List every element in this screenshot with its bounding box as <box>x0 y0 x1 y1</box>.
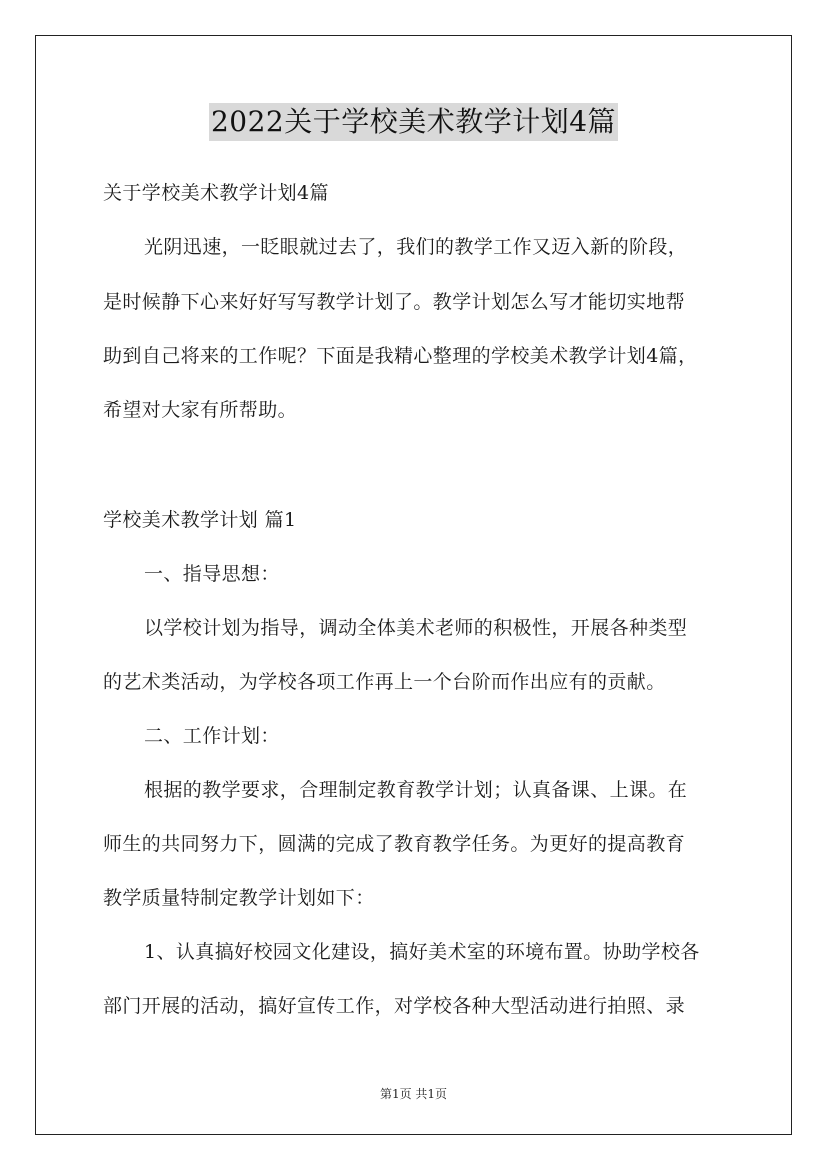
paragraph-line: 的艺术类活动，为学校各项工作再上一个台阶而作出应有的贡献。 <box>103 671 666 693</box>
paragraph-line: 根据的教学要求，合理制定教育教学计划；认真备课、上课。在 <box>144 779 688 801</box>
subtitle-line: 关于学校美术教学计划4篇 <box>103 182 329 204</box>
paragraph-line: 光阴迅速，一眨眼就过去了，我们的教学工作又迈入新的阶段， <box>144 236 688 258</box>
paragraph-line: 希望对大家有所帮助。 <box>103 399 298 421</box>
paragraph-line: 以学校计划为指导，调动全体美术老师的积极性，开展各种类型 <box>144 617 688 639</box>
section-heading: 学校美术教学计划 篇1 <box>103 509 297 531</box>
paragraph-line: 教学质量特制定教学计划如下： <box>103 887 375 909</box>
subheading-line: 一、指导思想： <box>144 563 280 585</box>
paragraph-line: 1、认真搞好校园文化建设，搞好美术室的环境布置。协助学校各 <box>144 941 700 963</box>
document-title: 2022关于学校美术教学计划4篇 <box>209 103 618 141</box>
subheading-line: 二、工作计划： <box>144 725 280 747</box>
paragraph-line: 部门开展的活动，搞好宣传工作，对学校各种大型活动进行拍照、录 <box>103 995 686 1017</box>
paragraph-line: 师生的共同努力下，圆满的完成了教育教学任务。为更好的提高教育 <box>103 833 686 855</box>
title-container <box>0 103 827 141</box>
paragraph-line: 是时候静下心来好好写写教学计划了。教学计划怎么写才能切实地帮 <box>103 291 686 313</box>
paragraph-line: 助到自己将来的工作呢？下面是我精心整理的学校美术教学计划4篇， <box>103 345 698 367</box>
page-footer: 第1页 共1页 <box>379 1087 448 1101</box>
